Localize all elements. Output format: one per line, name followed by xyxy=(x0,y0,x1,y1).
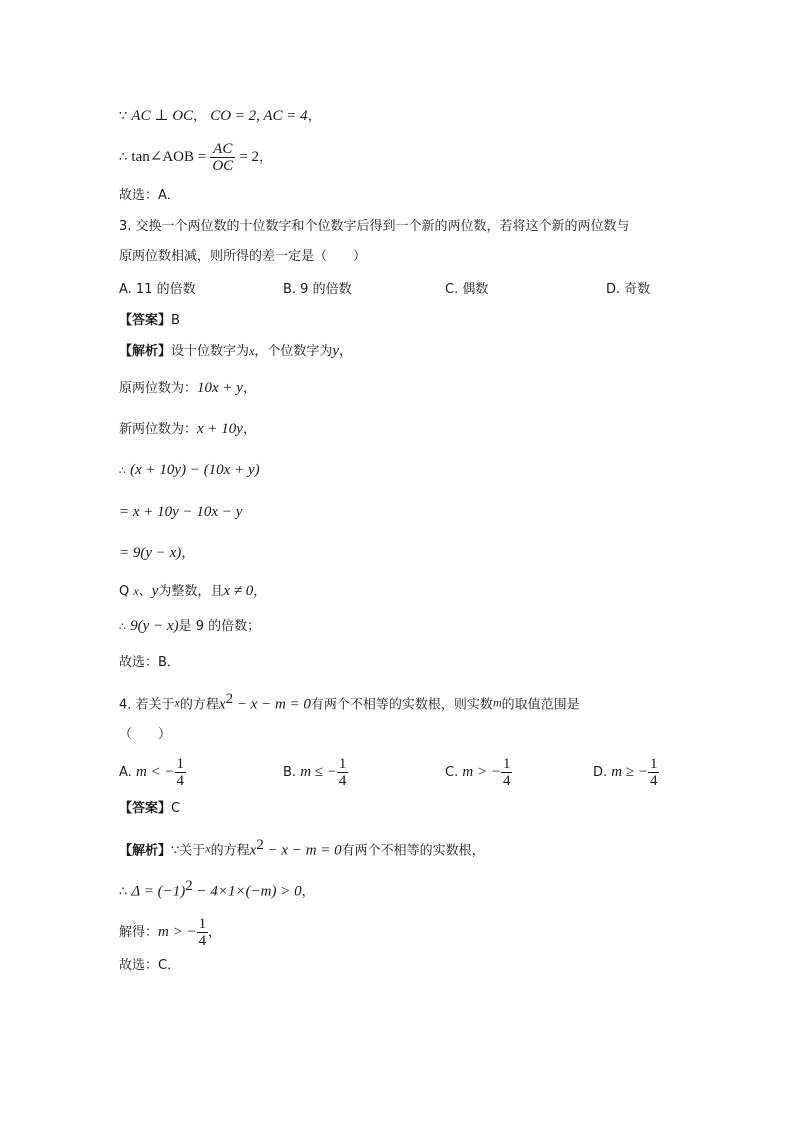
fraction-denominator: 4 xyxy=(502,773,511,789)
q3-analysis xyxy=(119,342,352,361)
var-x: x xyxy=(205,841,211,856)
fraction-denominator: 4 xyxy=(198,933,207,949)
label: 解得： xyxy=(119,925,159,940)
q3-option-a: A. 11 的倍数 xyxy=(119,282,196,297)
separator: ， xyxy=(253,584,267,599)
math-expr: x ≠ 0 xyxy=(223,583,254,599)
separator: ， xyxy=(259,150,273,165)
fraction-numerator: 1 xyxy=(176,756,185,772)
math-expr: m > − xyxy=(158,924,197,940)
fraction-numerator: 1 xyxy=(338,756,347,772)
math-expr: − x − m = 0 xyxy=(263,842,342,859)
analysis-text: 的方程 xyxy=(210,843,250,859)
therefore-symbol: ∴ xyxy=(119,464,126,477)
option-label: A. xyxy=(119,765,132,780)
separator: ， xyxy=(301,884,315,900)
q4-option-d xyxy=(593,756,659,789)
separator: ， xyxy=(307,109,321,124)
label: 新两位数为： xyxy=(119,422,198,437)
fraction xyxy=(337,756,349,789)
q4-solve xyxy=(119,916,221,949)
stem-text: 4. 若关于 xyxy=(119,697,175,713)
q4-choose: 故选：C． xyxy=(119,958,181,973)
fraction-denominator: OC xyxy=(212,158,234,174)
q3-conclusion xyxy=(119,617,260,636)
q3-step2 xyxy=(119,503,242,522)
math-expr: = x + 10y − 10x − y xyxy=(119,504,243,520)
label: 原两位数为： xyxy=(119,381,198,396)
q4-discriminant xyxy=(119,877,315,901)
math-expr: m ≤ − xyxy=(300,764,337,780)
math-expr: Δ = (−1) xyxy=(131,883,186,900)
line-tan xyxy=(119,141,272,174)
var-y: y xyxy=(332,343,340,359)
option-label: B. xyxy=(283,765,297,780)
var-x: x xyxy=(174,695,180,710)
fraction-ac-oc xyxy=(210,141,235,174)
q3-option-b: B. 9 的倍数 xyxy=(283,282,352,297)
q3-step1 xyxy=(119,461,260,480)
math-expr: m > − xyxy=(462,764,501,780)
analysis-label: 【解析】 xyxy=(119,843,172,859)
fraction-denominator: 4 xyxy=(176,773,185,789)
separator: ， xyxy=(242,381,256,396)
exponent: 2 xyxy=(225,691,234,707)
q4-option-c xyxy=(445,756,512,789)
answer-label: 【答案】 xyxy=(119,313,172,328)
answer-value: B xyxy=(171,313,180,328)
q3-stem-line1: 3. 交换一个两位数的十位数字和个位数字后得到一个新的两位数，若将这个新的两位数与 xyxy=(119,219,630,234)
math-expr: m ≥ − xyxy=(611,764,648,780)
q3-original-number xyxy=(119,379,256,398)
stem-text: 的方程 xyxy=(179,697,219,713)
separator: ， xyxy=(181,546,195,561)
fraction xyxy=(648,756,660,789)
math-expr: x + 10y xyxy=(197,421,243,437)
fraction xyxy=(501,756,513,789)
exponent: 2 xyxy=(256,837,264,853)
because-symbol: ∵ xyxy=(119,109,128,124)
q4-answer xyxy=(119,800,180,818)
q3-stem-line2: 原两位数相减，则所得的差一定是（ ） xyxy=(119,249,367,264)
fraction-denominator: 4 xyxy=(338,773,347,789)
analysis-text: ∵关于 xyxy=(171,843,206,859)
therefore-symbol: ∴ xyxy=(119,150,128,165)
q3-option-c: C. 偶数 xyxy=(445,282,489,297)
analysis-text: ， xyxy=(339,344,353,359)
separator: 、 xyxy=(138,584,152,599)
fraction-numerator: AC xyxy=(210,141,235,158)
separator: ， xyxy=(208,925,222,940)
math-tan: tan∠AOB = xyxy=(131,149,207,165)
stem-text: 有两个不相等的实数根，则实数 xyxy=(310,697,493,713)
q4-paren: （ ） xyxy=(119,727,172,742)
q3-answer xyxy=(119,312,180,330)
option-label: D. xyxy=(593,765,608,780)
fraction-numerator: 1 xyxy=(502,756,511,772)
math-lengths: CO = 2, AC = 4 xyxy=(210,108,308,124)
math-expr: 10x + y xyxy=(197,380,243,396)
var-y: y xyxy=(151,583,159,599)
q4-option-a xyxy=(119,756,186,789)
fraction-denominator: 4 xyxy=(649,773,658,789)
math-expr: − 4×1×(−m) > 0 xyxy=(192,883,302,900)
separator: ， xyxy=(242,422,256,437)
q3-option-d: D. 奇数 xyxy=(606,282,651,297)
math-expr: m < − xyxy=(135,764,175,780)
q3-choose: 故选：B． xyxy=(119,655,180,670)
math-expr: = 9(y − x) xyxy=(119,545,182,561)
math-perpendicular: AC ⊥ OC xyxy=(131,108,194,124)
math-expr: 9(y − x) xyxy=(130,618,179,634)
fraction xyxy=(175,756,187,789)
because-symbol: Q xyxy=(119,584,130,599)
option-label: C. xyxy=(445,765,459,780)
q4-option-b xyxy=(283,756,348,789)
answer-value: C xyxy=(171,801,181,816)
math-expr: x xyxy=(218,696,226,713)
condition-text: 为整数，且 xyxy=(158,584,224,599)
line-perpendicular xyxy=(119,107,321,126)
q4-analysis xyxy=(119,836,485,860)
analysis-text: 设十位数字为 xyxy=(171,344,250,359)
exponent: 2 xyxy=(185,878,193,894)
q4-stem xyxy=(119,690,580,714)
q3-step3 xyxy=(119,544,194,563)
var-m: m xyxy=(492,695,502,710)
q3-condition xyxy=(119,582,266,601)
stem-text: 的取值范围是 xyxy=(501,697,580,713)
therefore-symbol: ∴ xyxy=(119,620,126,633)
analysis-label: 【解析】 xyxy=(119,344,172,359)
therefore-symbol: ∴ xyxy=(119,884,128,900)
fraction xyxy=(197,916,209,949)
choose-a: 故选：A． xyxy=(119,188,180,203)
math-expr: (x + 10y) − (10x + y) xyxy=(130,462,260,478)
analysis-text: 有两个不相等的实数根， xyxy=(341,843,485,859)
separator: ， xyxy=(193,109,207,124)
fraction-numerator: 1 xyxy=(649,756,658,772)
q3-new-number xyxy=(119,420,256,439)
analysis-text: ，个位数字为 xyxy=(254,344,333,359)
math-equals-two: = 2 xyxy=(239,149,260,165)
fraction-numerator: 1 xyxy=(198,916,207,932)
conclusion-text: 是 9 的倍数； xyxy=(178,619,261,634)
var-x: x xyxy=(133,584,139,598)
var-x: x xyxy=(249,344,255,358)
answer-label: 【答案】 xyxy=(119,801,172,816)
math-expr: − x − m = 0 xyxy=(233,696,311,713)
math-expr: x xyxy=(249,842,257,859)
